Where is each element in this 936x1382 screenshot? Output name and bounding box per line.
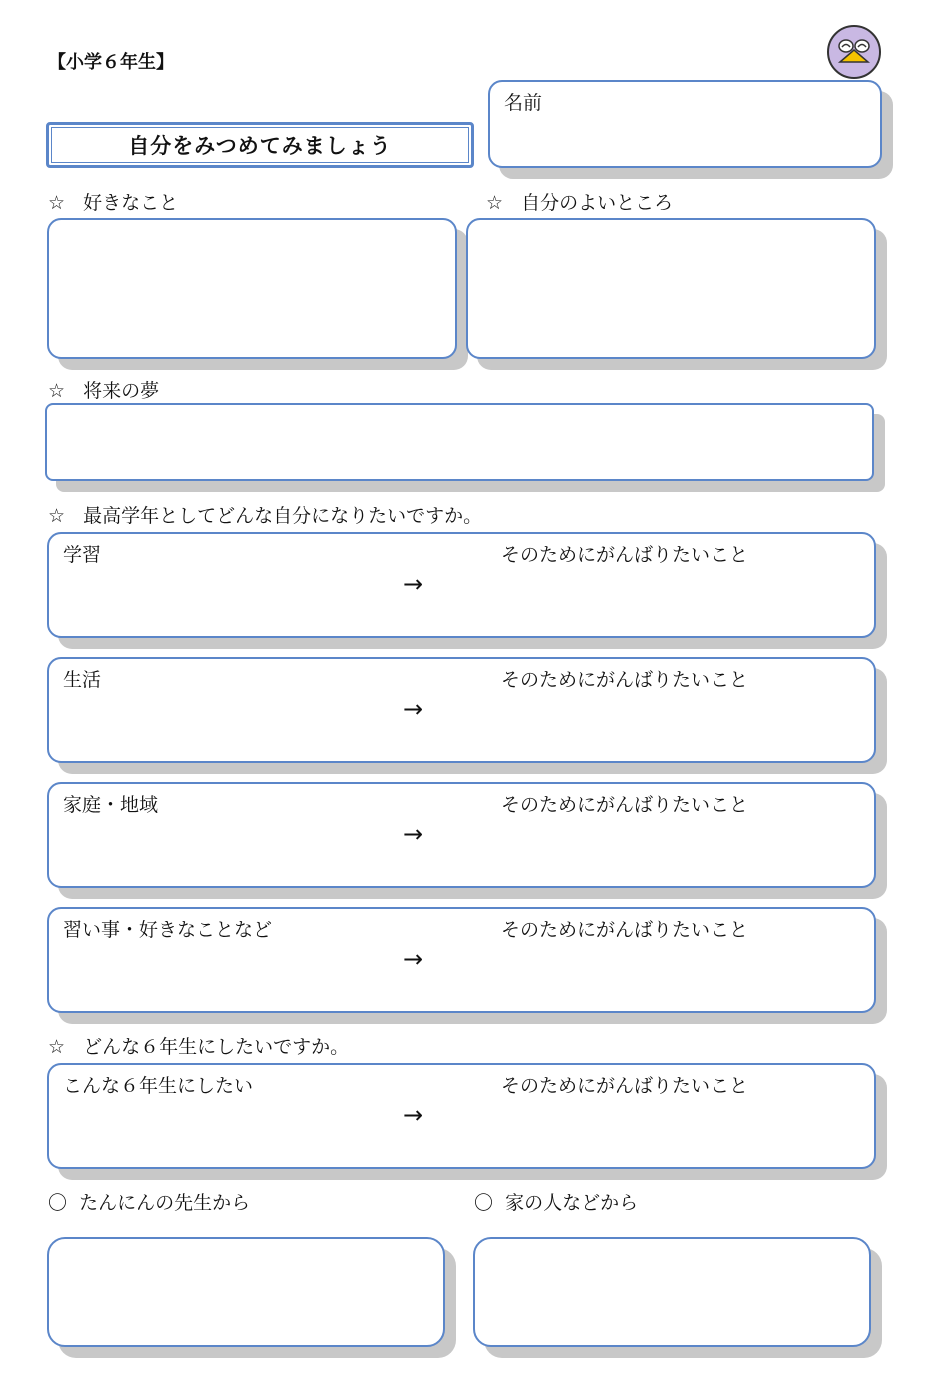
star-icon: ☆ (48, 192, 66, 214)
goal-effort-label: そのためにがんばりたいこと (501, 794, 749, 816)
teacher-comment-box[interactable] (47, 1237, 445, 1347)
likes-heading: ☆ 好きなこと (48, 192, 179, 214)
goal-box-life[interactable] (47, 657, 876, 763)
arrow-right-icon: → (403, 945, 424, 973)
class-goal-label: こんな６年生にしたい (63, 1075, 254, 1097)
goal-area-label: 生活 (63, 669, 102, 691)
goal-box-home[interactable] (47, 782, 876, 888)
grade6-heading: ☆ どんな６年生にしたいですか。 (48, 1036, 350, 1058)
penguin-icon (826, 24, 882, 80)
family-heading: 〇 家の人などから (474, 1192, 639, 1214)
goal-area-label: 家庭・地域 (63, 794, 159, 816)
star-icon: ☆ (48, 380, 66, 402)
family-comment-box[interactable] (473, 1237, 871, 1347)
star-icon: ☆ (486, 192, 504, 214)
circle-icon: 〇 (474, 1192, 494, 1214)
dream-box[interactable] (45, 403, 874, 481)
arrow-right-icon: → (403, 1101, 424, 1129)
arrow-right-icon: → (403, 695, 424, 723)
goal-effort-label: そのためにがんばりたいこと (501, 544, 749, 566)
circle-icon: 〇 (48, 1192, 68, 1214)
name-label: 名前 (504, 92, 543, 114)
grade-label: 【小学６年生】 (48, 52, 174, 73)
goal-effort-label: そのためにがんばりたいこと (501, 1075, 749, 1097)
likes-box[interactable] (47, 218, 457, 359)
teacher-heading: 〇 たんにんの先生から (48, 1192, 251, 1214)
senior-heading: ☆ 最高学年としてどんな自分になりたいですか。 (48, 505, 483, 527)
goal-area-label: 学習 (63, 544, 102, 566)
star-icon: ☆ (48, 1036, 66, 1058)
strengths-box[interactable] (466, 218, 876, 359)
goal-box-study[interactable] (47, 532, 876, 638)
star-icon: ☆ (48, 505, 66, 527)
goal-effort-label: そのためにがんばりたいこと (501, 669, 749, 691)
name-field[interactable] (488, 80, 882, 168)
strengths-heading: ☆ 自分のよいところ (486, 192, 674, 214)
page-title: 自分をみつめてみましょう (46, 122, 474, 168)
dream-heading: ☆ 将来の夢 (48, 380, 160, 402)
goal-effort-label: そのためにがんばりたいこと (501, 919, 749, 941)
arrow-right-icon: → (403, 570, 424, 598)
class-goal-box[interactable] (47, 1063, 876, 1169)
arrow-right-icon: → (403, 820, 424, 848)
goal-box-hobby[interactable] (47, 907, 876, 1013)
goal-area-label: 習い事・好きなことなど (63, 919, 273, 941)
